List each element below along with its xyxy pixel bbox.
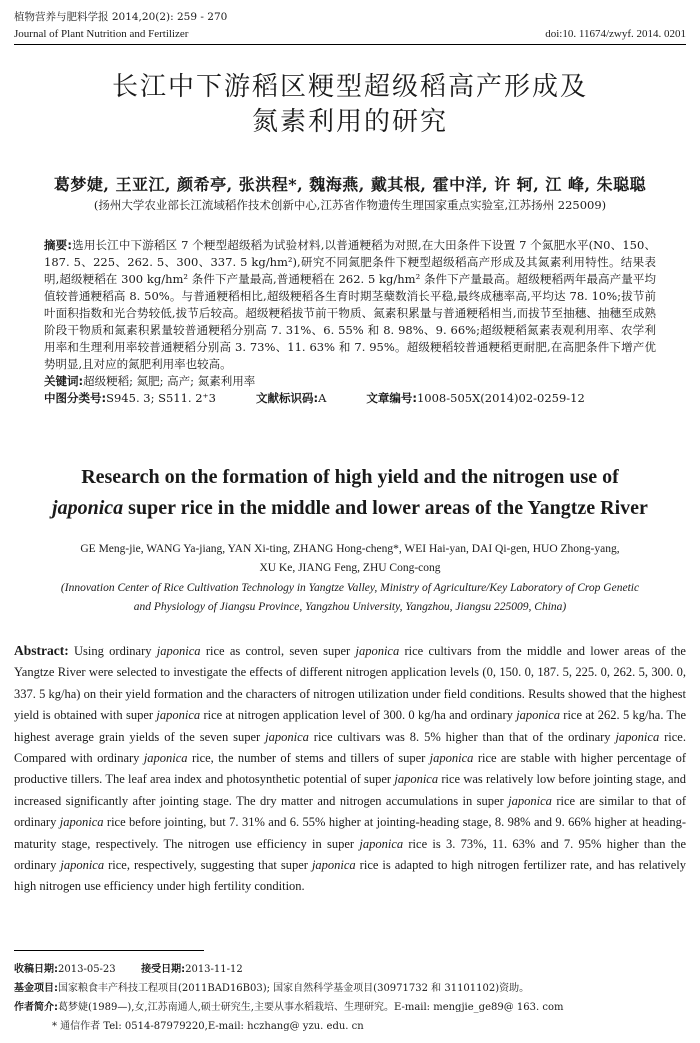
abstract-en-italic-term: japonica xyxy=(355,644,400,658)
title-cn-line1: 长江中下游稻区粳型超级稻高产形成及 xyxy=(111,72,588,102)
authors-en xyxy=(40,540,660,578)
clc-value: S945. 3; S511. 2⁺3 xyxy=(106,391,216,405)
affiliation-en-line1: (Innovation Center of Rice Cultivation Technology in Yangtze Valley, Ministry of Agriculture/Key Laboratory of Crop Genetic xyxy=(60,582,640,594)
journal-header-en xyxy=(14,27,686,41)
abstract-en-segment: rice is adapted to high nitrogen fertilizer rate, and has relatively high nitrogen use efficiency under high fertility condition. xyxy=(14,858,686,894)
doc-code-label: 文献标识码: xyxy=(255,391,319,405)
journal-name-en: Journal of Plant Nutrition and Fertilizer xyxy=(14,28,189,40)
abstract-en xyxy=(14,640,686,898)
author-bio-line xyxy=(14,998,686,1017)
abstract-en-segment: rice, the number of stems and tillers of super xyxy=(187,751,430,766)
abstract-en-segment: rice are similar to that of ordinary xyxy=(14,793,686,830)
corresponding-line: * 通信作者 Tel: 0514-87979220,E-mail: hczhang@ yzu. edu. cn xyxy=(52,1021,364,1032)
title-en-line2-rest: super rice in the middle and lower areas of the Yangtze River xyxy=(123,497,648,519)
fund-label: 基金项目: xyxy=(14,983,58,994)
fund-line xyxy=(14,979,686,998)
keywords-label: 关键词: xyxy=(44,374,84,388)
article-no-cell xyxy=(366,390,584,407)
article-no-label: 文章编号: xyxy=(366,391,417,405)
abstract-en-segment: rice at 262. 5 kg/ha. The highest average grain yields of the seven super xyxy=(14,708,686,744)
abstract-en-segment: rice, respectively, suggesting that super xyxy=(104,858,312,873)
title-cn xyxy=(0,70,700,140)
classification-row xyxy=(44,390,656,407)
abstract-en-italic-term: japonica xyxy=(516,708,560,723)
title-en-line1: Research on the formation of high yield and the nitrogen use of xyxy=(81,466,619,488)
abstract-en-segment: Using ordinary xyxy=(68,644,157,658)
footnotes xyxy=(14,960,686,1036)
abstract-en-italic-term: japonica xyxy=(508,793,552,808)
title-en-line2 xyxy=(0,493,700,524)
doc-code-cell xyxy=(256,390,326,407)
abstract-cn-body xyxy=(44,237,656,373)
article-no-value: 1008-505X(2014)02-0259-12 xyxy=(416,391,585,405)
received-date: 2013-05-23 xyxy=(58,964,116,975)
fund-text: 国家粮食丰产科技工程项目(2011BAD16B03); 国家自然科学基金项目(30971732 和 31101102)资助。 xyxy=(58,983,530,994)
affiliation-en xyxy=(40,579,660,617)
authors-en-line2: XU Ke, JIANG Feng, ZHU Cong-cong xyxy=(259,562,441,574)
abstract-en-italic-term: japonica xyxy=(156,644,201,658)
abstract-en-italic-term: japonica xyxy=(359,836,404,851)
keywords-text: 超级粳稻; 氮肥; 高产; 氮素利用率 xyxy=(83,374,256,388)
abstract-en-text xyxy=(14,644,686,893)
abstract-en-segment: rice cultivars was 8. 5% higher than that of the ordinary xyxy=(308,729,616,744)
abstract-en-italic-term: japonica xyxy=(615,729,660,744)
dates-line xyxy=(14,960,686,979)
title-en xyxy=(0,462,700,524)
header-rule xyxy=(14,44,686,45)
abstract-en-italic-term: japonica xyxy=(265,729,309,744)
abstract-en-segment: rice. Compared with ordinary xyxy=(14,729,686,766)
affiliation-cn: (扬州大学农业部长江流域稻作技术创新中心,江苏省作物遗传生理国家重点实验室,江苏扬州 225009) xyxy=(93,198,607,212)
journal-name-cn: 植物营养与肥料学报 2014,20(2): 259 - 270 xyxy=(14,11,228,23)
abstract-en-segment: rice cultivars from the middle and lower areas of the Yangtze River were selected to investigate the effects of different nitrogen application levels (0, 150. 0, 187. 5, 225. 0, 262. 5, 300. 0, 337. 5 kg/ha) on their yield formation and the characters of nitrogen utilization under field conditions. Results showed that the highest yield is obtained with super xyxy=(14,644,686,723)
abstract-en-segment: rice as control, seven super xyxy=(200,644,356,658)
abstract-cn xyxy=(44,237,656,407)
doi: doi:10. 11674/zwyf. 2014. 0201 xyxy=(545,28,686,40)
abstract-en-italic-term: japonica xyxy=(59,815,104,830)
clc-cell xyxy=(44,390,216,407)
author-bio-label: 作者简介: xyxy=(14,1002,58,1013)
footnote-rule xyxy=(14,950,204,951)
abstract-en-italic-term: japonica xyxy=(311,858,356,873)
abstract-en-segment: rice is 3. 73%, 11. 63% and 7. 95% higher than the ordinary xyxy=(14,836,686,873)
author-bio-text: 葛梦婕(1989—),女,江苏南通人,硕士研究生,主要从事水稻栽培、生理研究。E-mail: mengjie_ge89@ 163. com xyxy=(58,1002,564,1013)
abstract-cn-label: 摘要: xyxy=(44,238,72,252)
abstract-en-segment: rice at nitrogen application level of 300. 0 kg/ha and ordinary xyxy=(200,708,517,723)
journal-header-cn xyxy=(14,10,686,24)
abstract-en-italic-term: japonica xyxy=(60,858,105,873)
abstract-en-segment: rice before jointing, but 7. 31% and 6. 55% higher at jointing-heading stage, 8. 98% and 9. 66% higher at heading-maturity stage, respectively. The nitrogen use efficiency in super xyxy=(14,815,686,851)
authors-cn: 葛梦婕, 王亚江, 颜希亭, 张洪程*, 魏海燕, 戴其根, 霍中洋, 许 轲, 江 峰, 朱聪聪 xyxy=(53,175,647,194)
affiliation-en-line2: and Physiology of Jiangsu Province, Yangzhou University, Yangzhou, Jiangsu 225009, China) xyxy=(133,601,567,613)
doc-code-value: A xyxy=(318,391,327,405)
clc-label: 中图分类号: xyxy=(44,391,107,405)
abstract-en-italic-term: japonica xyxy=(143,751,188,766)
abstract-en-segment: rice are stable with higher percentage of productive tillers. The leaf area index and photosynthetic potential of super xyxy=(14,751,686,787)
abstract-en-italic-term: japonica xyxy=(429,751,474,766)
authors-en-line1: GE Meng-jie, WANG Ya-jiang, YAN Xi-ting, ZHANG Hong-cheng*, WEI Hai-yan, DAI Qi-gen, HUO Zhong-yang, xyxy=(80,543,620,555)
keywords-cn xyxy=(44,373,656,390)
abstract-en-segment: rice was relatively low before jointing stage, and increased significantly after jointing stage. The dry matter and nitrogen accumulations in super xyxy=(14,772,686,808)
abstract-en-italic-term: japonica xyxy=(156,708,201,723)
accepted-date: 2013-11-12 xyxy=(185,964,243,975)
title-cn-line2: 氮素利用的研究 xyxy=(251,107,448,137)
accepted-label: 接受日期: xyxy=(141,964,186,975)
abstract-en-label: Abstract: xyxy=(14,643,69,658)
abstract-en-italic-term: japonica xyxy=(394,772,439,787)
title-en-italic: japonica xyxy=(52,497,124,519)
received-label: 收稿日期: xyxy=(14,964,58,975)
abstract-cn-text: 选用长江中下游稻区 7 个粳型超级稻为试验材料,以普通粳稻为对照,在大田条件下设置 7 个氮肥水平(N0、150、187. 5、225、262. 5、300、337. 5 kg/hm²),研究不同氮肥条件下粳型超级稻高产形成及其氮素利用特性。结果表明,超级粳稻在 300 kg/hm² 条件下产量最高,普通粳稻在 262. 5 kg/hm² 条件下产量最高。超级粳稻两年最高产量平均值较普通粳稻高 8. 50%。与普通粳稻相比,超级粳稻各生育时期茎蘖数消长平稳,最终成穗率高,平均达 78. 10%;拔节前叶面积指数和光合势较低,拔节后较高。超级粳稻拔节前干物质、氮素积累量与普通粳稻相当,而拔节至抽穗、抽穗至成熟阶段干物质和氮素积累量较普通粳稻分别高 7. 31%、6. 55% 和 8. 98%、9. 66%;超级粳稻氮素表观利用率、农学利用率和生理利用率较普通粳稻分别高 3. 73%、11. 63% 和 7. 95%。超级粳稻较普通粳稻更耐肥,在高肥条件下增产优势明显,且对应的氮肥利用率也较高。 xyxy=(44,238,656,371)
